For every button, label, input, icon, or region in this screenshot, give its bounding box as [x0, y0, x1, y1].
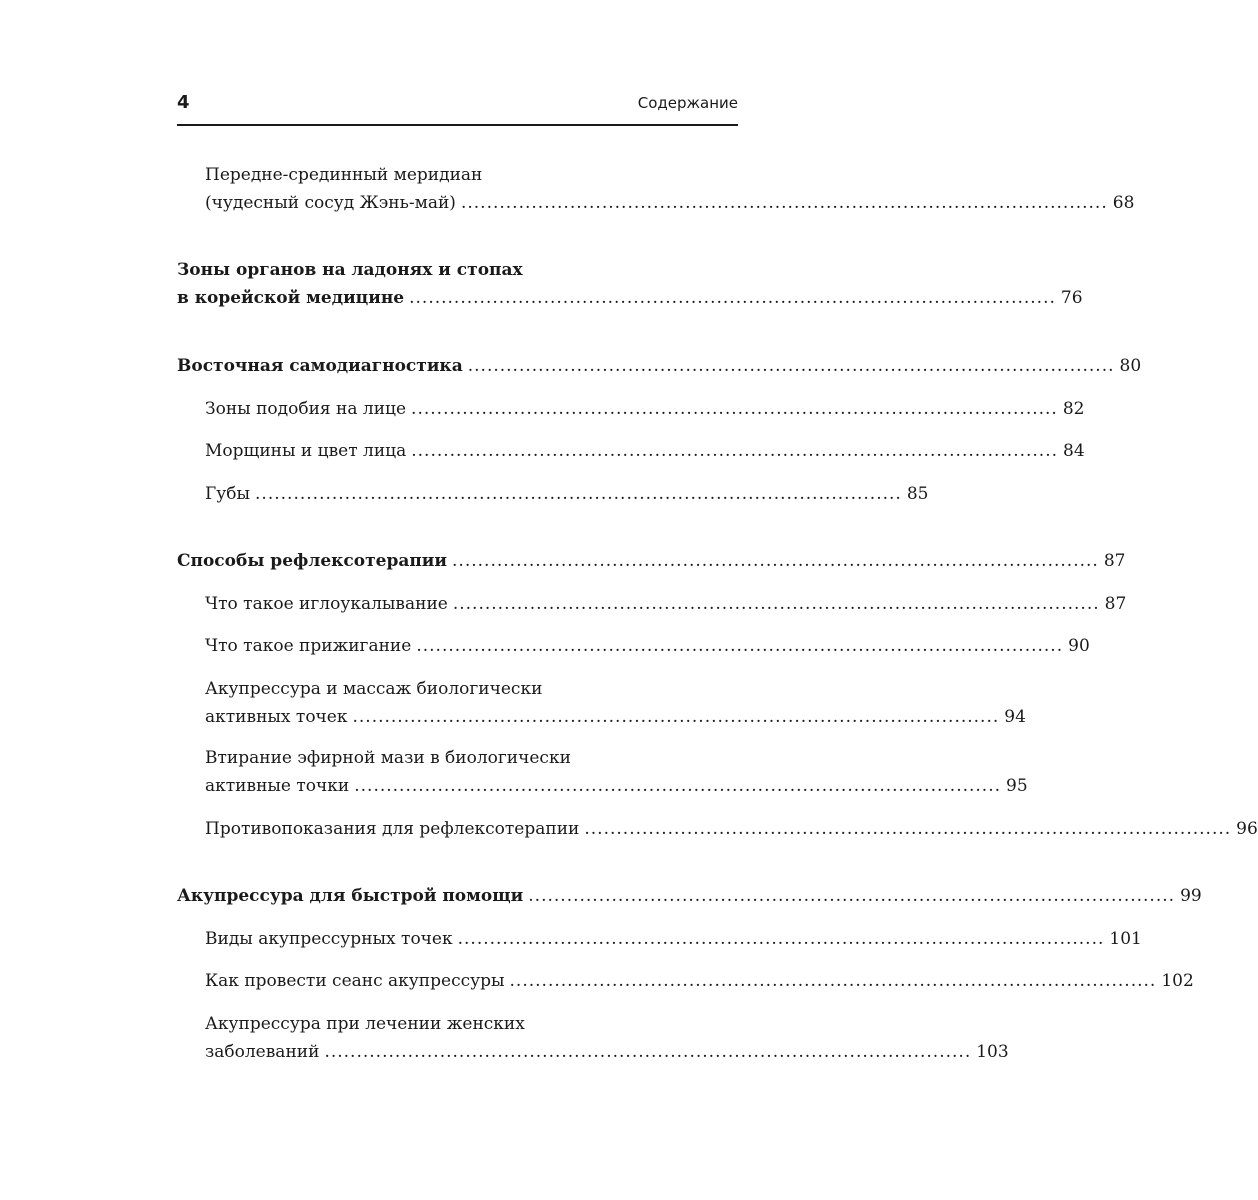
dot-leader: ..................................................................................................... — [354, 776, 1002, 796]
toc-entry — [205, 480, 929, 508]
toc-entry-title: Морщины и цвет лица — [205, 441, 407, 461]
toc-entry-title: Губы — [205, 484, 251, 504]
dot-leader: ..................................................................................................... — [411, 441, 1059, 461]
toc-entry-page: 87 — [1104, 594, 1127, 614]
toc-entry-title-line1: Акупрессура и массаж биологически — [205, 679, 543, 699]
page-number: 4 — [177, 92, 190, 113]
toc-section-line — [177, 882, 1202, 910]
dot-leader: ..................................................................................................... — [509, 971, 1157, 991]
toc-entry-line — [205, 437, 1085, 465]
dot-leader: ..................................................................................................... — [409, 288, 1056, 308]
toc-entry-title-line2: заболеваний — [205, 1042, 320, 1062]
toc-entry-title: Виды акупрессурных точек — [205, 929, 453, 949]
dot-leader: ..................................................................................................... — [457, 929, 1105, 949]
toc-entry-line — [205, 632, 1090, 660]
toc-entry — [205, 437, 1085, 465]
dot-leader: ..................................................................................................... — [352, 707, 1000, 727]
dot-leader: ..................................................................................................... — [411, 399, 1058, 419]
toc-section-last-line — [177, 284, 1083, 312]
dot-leader: ..................................................................................................... — [460, 193, 1108, 213]
toc-entry-title-line2: (чудесный сосуд Жэнь-май) — [205, 193, 456, 213]
toc-entry-title: Противопоказания для рефлексотерапии — [205, 819, 580, 839]
toc-section-line — [177, 547, 1126, 575]
toc-entry-title: Зоны подобия на лице — [205, 399, 407, 419]
toc-entry-title-line1: Акупрессура при лечении женских — [205, 1014, 525, 1034]
toc-section-title: Акупрессура для быстрой помощи — [177, 886, 524, 906]
toc-section — [177, 352, 1142, 380]
toc-entry-line — [205, 815, 1258, 843]
toc-entry-page: 94 — [1004, 707, 1026, 727]
toc-section-page: 99 — [1180, 886, 1202, 906]
toc-entry-page: 82 — [1062, 399, 1085, 419]
toc-entry-line — [205, 925, 1142, 953]
toc-entry-last-line — [205, 1038, 1009, 1066]
toc-entry-last-line — [205, 772, 1028, 800]
toc-entry-last-line — [205, 189, 1135, 217]
toc-entry-page: 101 — [1109, 929, 1142, 949]
toc-entry-page: 95 — [1006, 776, 1028, 796]
toc-entry-page: 103 — [976, 1042, 1009, 1062]
toc-entry-page: 96 — [1236, 819, 1258, 839]
toc-section-line — [177, 352, 1142, 380]
toc-entry — [205, 632, 1090, 660]
toc-section-page: 80 — [1119, 356, 1142, 376]
toc-entry-title: Что такое иглоукалывание — [205, 594, 448, 614]
toc-entry-line — [205, 395, 1085, 423]
toc-entry-last-line — [205, 703, 1026, 731]
toc-entry-page: 90 — [1068, 636, 1090, 656]
dot-leader: ..................................................................................................... — [452, 594, 1100, 614]
toc-section-title-line2: в корейской медицине — [177, 288, 405, 308]
toc-entry-title: Как провести сеанс акупрессуры — [205, 971, 505, 991]
toc-entry — [205, 1010, 1009, 1066]
toc-section — [177, 547, 1126, 575]
toc-entry-title-line2: активных точек — [205, 707, 348, 727]
toc-entry-line — [205, 590, 1127, 618]
toc-entry — [205, 161, 1135, 217]
dot-leader: ..................................................................................................... — [324, 1042, 972, 1062]
toc-section-title: Восточная самодиагностика — [177, 356, 463, 376]
dot-leader: ..................................................................................................... — [467, 356, 1115, 376]
toc-entry — [205, 395, 1085, 423]
toc-entry-page: 84 — [1063, 441, 1085, 461]
toc-entry-page: 102 — [1161, 971, 1194, 991]
toc-entry-page: 68 — [1112, 193, 1135, 213]
toc-entry-page: 85 — [906, 484, 929, 504]
dot-leader: ..................................................................................................... — [416, 636, 1064, 656]
toc-entry-title-line2: активные точки — [205, 776, 350, 796]
toc-section-page: 87 — [1103, 551, 1126, 571]
toc-entry-title: Что такое прижигание — [205, 636, 412, 656]
toc-section-title-line1: Зоны органов на ладонях и стопах — [177, 260, 523, 280]
toc-section — [177, 882, 1202, 910]
toc-entry-title-line1: Передне-срединный меридиан — [205, 165, 483, 185]
toc-entry — [205, 590, 1127, 618]
toc-entry — [205, 925, 1142, 953]
dot-leader: ..................................................................................................... — [528, 886, 1176, 906]
running-head: Содержание — [637, 94, 738, 112]
dot-leader: ..................................................................................................... — [584, 819, 1232, 839]
toc-section-page: 76 — [1060, 288, 1083, 308]
toc-entry — [205, 967, 1194, 995]
toc-section — [177, 256, 1083, 312]
toc-entry — [205, 675, 1026, 731]
toc-entry — [205, 815, 1258, 843]
toc-section-title: Способы рефлексотерапии — [177, 551, 448, 571]
page-header — [177, 90, 738, 126]
dot-leader: ..................................................................................................... — [255, 484, 902, 504]
toc-entry-title-line1: Втирание эфирной мази в биологически — [205, 748, 571, 768]
toc-entry-line — [205, 967, 1194, 995]
toc-entry — [205, 744, 1028, 800]
dot-leader: ..................................................................................................... — [452, 551, 1099, 571]
toc-entry-line — [205, 480, 929, 508]
